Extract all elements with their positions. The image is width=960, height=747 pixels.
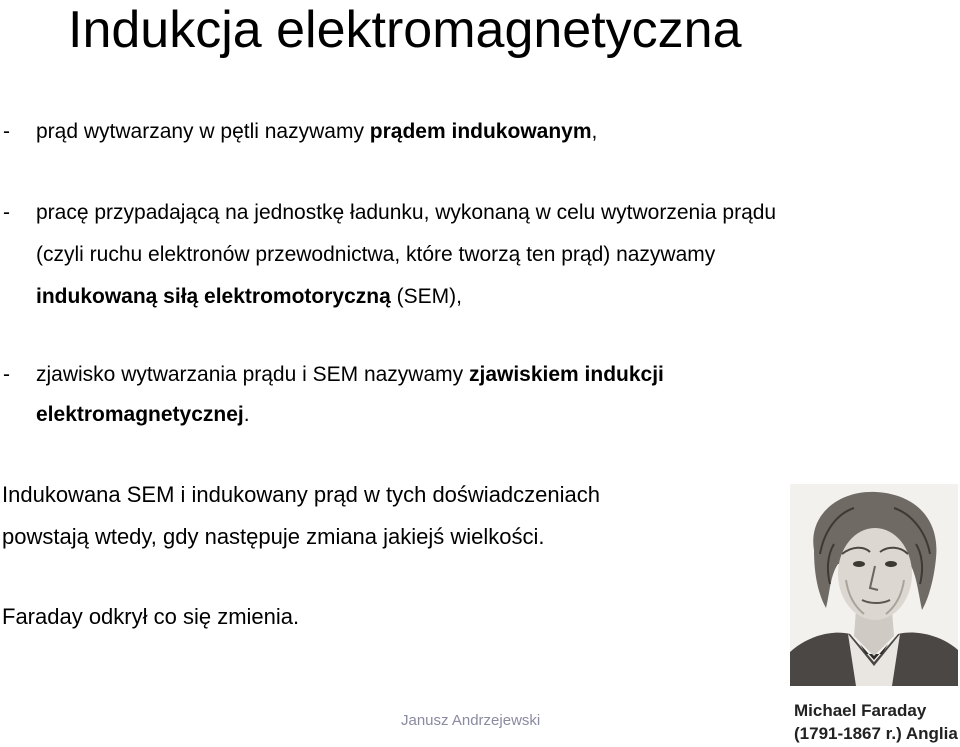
bullet-1-tail: ,: [591, 120, 598, 143]
bullet-3-bold-1: zjawiskiem indukcji: [468, 363, 664, 386]
bullet-1-bold: prądem indukowanym: [369, 120, 592, 143]
bullet-3-bold-2: elektromagnetycznej: [36, 403, 244, 426]
bullet-1-text: prąd wytwarzany w pętli nazywamy: [36, 120, 370, 143]
bullet-dash: -: [3, 201, 10, 224]
footer-author: Janusz Andrzejewski: [401, 712, 541, 729]
faraday-portrait-image: [790, 484, 958, 686]
bullet-2-bold: indukowaną siłą elektromotoryczną: [36, 285, 391, 308]
bullet-2-line-1: pracę przypadającą na jednostkę ładunku, wykonaną w celu wytworzenia prądu: [36, 201, 777, 224]
bullet-3-text: zjawisko wytwarzania prądu i SEM nazywamy: [36, 363, 469, 386]
bullet-2-tail: (SEM),: [390, 285, 462, 308]
paragraph-1-line-1: Indukowana SEM i indukowany prąd w tych doświadczeniach: [2, 482, 600, 507]
bullet-2-line-2: (czyli ruchu elektronów przewodnictwa, które tworzą ten prąd) nazywamy: [36, 243, 716, 266]
slide-title: Indukcja elektromagnetyczna: [68, 1, 742, 59]
portrait-illustration: [790, 484, 958, 686]
paragraph-1-line-2: powstają wtedy, gdy następuje zmiana jakiejś wielkości.: [2, 524, 545, 549]
portrait-caption-name: Michael Faraday: [794, 701, 927, 720]
paragraph-2: Faraday odkrył co się zmienia.: [2, 604, 300, 629]
bullet-dash: -: [3, 363, 10, 386]
bullet-3-tail: .: [243, 403, 250, 426]
portrait-caption-dates: (1791-1867 r.) Anglia: [794, 724, 958, 743]
bullet-dash: -: [3, 120, 10, 143]
